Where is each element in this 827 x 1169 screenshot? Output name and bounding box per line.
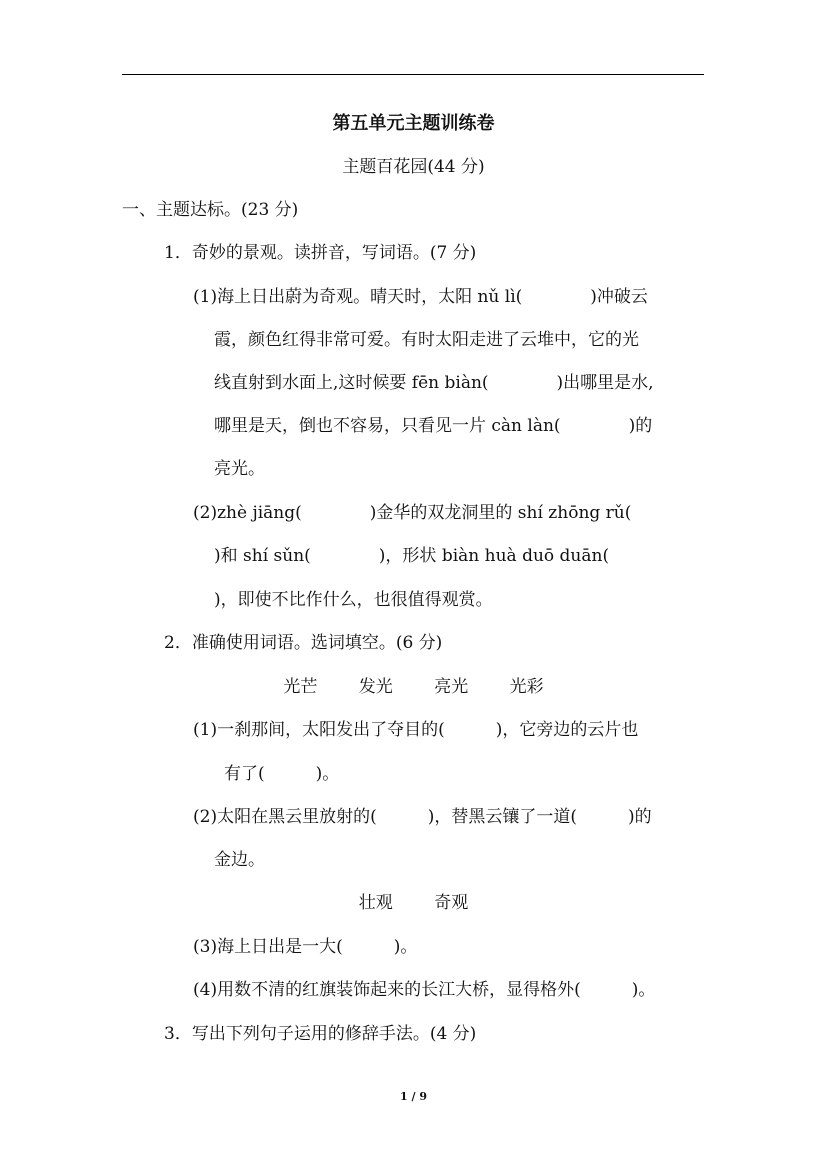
word-option: 发光 — [358, 677, 393, 697]
q1-p1-line3: 线直射到水面上,这时候要 fēn biàn( )出哪里是水, — [214, 373, 654, 393]
word-bank-a — [0, 677, 827, 697]
q1-p1-line4: 哪里是天，倒也不容易，只看见一片 càn làn( )的 — [214, 416, 653, 436]
q2-s1-line1: (1)一刹那间，太阳发出了夺目的( )，它旁边的云片也 — [193, 720, 639, 740]
word-bank-b — [0, 893, 827, 913]
q2-s4: (4)用数不清的红旗装饰起来的长江大桥，显得格外( )。 — [193, 980, 656, 1000]
page-title: 第五单元主题训练卷 — [332, 113, 495, 134]
q2-s1-line2: 有了( )。 — [224, 764, 340, 784]
question-2-stem: 2．准确使用词语。选词填空。(6 分) — [164, 633, 443, 653]
question-1-stem: 1．奇妙的景观。读拼音，写词语。(7 分) — [164, 243, 477, 263]
q2-s3: (3)海上日出是一大( )。 — [193, 937, 418, 957]
word-option: 奇观 — [434, 893, 469, 913]
q2-s2-line2: 金边。 — [214, 850, 265, 870]
q1-p1-line5: 亮光。 — [214, 459, 265, 479]
q1-p2-line2: )和 shí sǔn( )，形状 biàn huà duō duān( — [214, 546, 610, 566]
word-option: 亮光 — [434, 677, 469, 697]
top-rule — [122, 74, 704, 75]
q2-s2-line1: (2)太阳在黑云里放射的( )，替黑云镶了一道( )的 — [193, 807, 652, 827]
page-number: 1 / 9 — [400, 1090, 427, 1103]
q1-p1-line1: (1)海上日出蔚为奇观。晴天时，太阳 nǔ lì( )冲破云 — [193, 287, 648, 307]
word-option: 光彩 — [509, 677, 544, 697]
section-heading: 一、主题达标。(23 分) — [122, 200, 299, 220]
q1-p1-line2: 霞，颜色红得非常可爱。有时太阳走进了云堆中，它的光 — [214, 330, 639, 350]
page-subtitle: 主题百花园(44 分) — [342, 157, 485, 177]
question-3-stem: 3．写出下列句子运用的修辞手法。(4 分) — [164, 1024, 477, 1044]
q1-p2-line1: (2)zhè jiāng( )金华的双龙洞里的 shí zhōng rǔ( — [193, 503, 632, 523]
word-option: 壮观 — [358, 893, 393, 913]
q1-p2-line3: )，即使不比作什么，也很值得观赏。 — [214, 590, 493, 610]
word-option: 光芒 — [283, 677, 318, 697]
